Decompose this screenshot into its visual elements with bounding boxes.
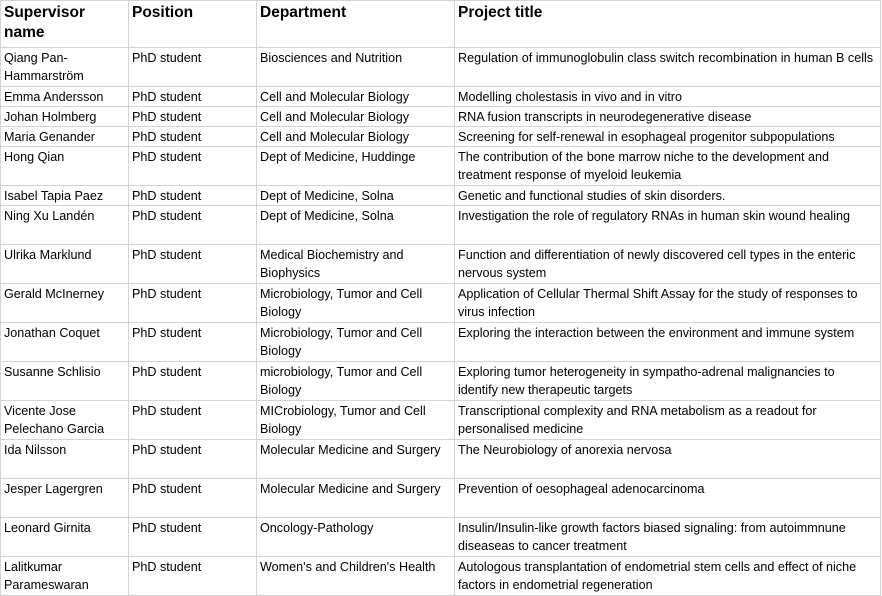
- cell-department[interactable]: Cell and Molecular Biology: [257, 107, 455, 127]
- table-row: [1, 127, 881, 147]
- header-project-title[interactable]: Project title: [455, 1, 881, 48]
- cell-supervisor-name[interactable]: Ida Nilsson: [1, 440, 129, 479]
- cell-project-title[interactable]: Modelling cholestasis in vivo and in vitro: [455, 87, 881, 107]
- cell-position[interactable]: PhD student: [129, 440, 257, 479]
- cell-position[interactable]: PhD student: [129, 323, 257, 362]
- cell-department[interactable]: Biosciences and Nutrition: [257, 48, 455, 87]
- table-row: [1, 518, 881, 557]
- cell-department[interactable]: Oncology-Pathology: [257, 518, 455, 557]
- cell-department[interactable]: Cell and Molecular Biology: [257, 87, 455, 107]
- cell-department[interactable]: Women's and Children's Health: [257, 557, 455, 596]
- cell-project-title[interactable]: Exploring tumor heterogeneity in sympatho-adrenal malignancies to identify new therapeutic targets: [455, 362, 881, 401]
- cell-department[interactable]: Dept of Medicine, Huddinge: [257, 147, 455, 186]
- cell-project-title[interactable]: Insulin/Insulin-like growth factors biased signaling: from autoimmnune diseaseas to cancer treatment: [455, 518, 881, 557]
- header-supervisor-name[interactable]: Supervisor name: [1, 1, 129, 48]
- table-row: [1, 147, 881, 186]
- cell-department[interactable]: Microbiology, Tumor and Cell Biology: [257, 323, 455, 362]
- table-row: [1, 401, 881, 440]
- cell-supervisor-name[interactable]: Jesper Lagergren: [1, 479, 129, 518]
- cell-supervisor-name[interactable]: Gerald McInerney: [1, 284, 129, 323]
- table-row: [1, 245, 881, 284]
- table-row: [1, 440, 881, 479]
- table-row: [1, 186, 881, 206]
- cell-position[interactable]: PhD student: [129, 284, 257, 323]
- cell-project-title[interactable]: Autologous transplantation of endometrial stem cells and effect of niche factors in endometrial regeneration: [455, 557, 881, 596]
- cell-position[interactable]: PhD student: [129, 87, 257, 107]
- header-department[interactable]: Department: [257, 1, 455, 48]
- cell-supervisor-name[interactable]: Vicente Jose Pelechano Garcia: [1, 401, 129, 440]
- cell-department[interactable]: microbiology, Tumor and Cell Biology: [257, 362, 455, 401]
- header-position[interactable]: Position: [129, 1, 257, 48]
- table-row: [1, 107, 881, 127]
- cell-position[interactable]: PhD student: [129, 479, 257, 518]
- cell-project-title[interactable]: RNA fusion transcripts in neurodegenerative disease: [455, 107, 881, 127]
- cell-department[interactable]: MICrobiology, Tumor and Cell Biology: [257, 401, 455, 440]
- cell-project-title[interactable]: Screening for self-renewal in esophageal progenitor subpopulations: [455, 127, 881, 147]
- cell-position[interactable]: PhD student: [129, 48, 257, 87]
- cell-supervisor-name[interactable]: Leonard Girnita: [1, 518, 129, 557]
- cell-project-title[interactable]: Regulation of immunoglobulin class switch recombination in human B cells: [455, 48, 881, 87]
- cell-supervisor-name[interactable]: Maria Genander: [1, 127, 129, 147]
- table-row: [1, 557, 881, 596]
- table-body: [1, 48, 881, 596]
- cell-supervisor-name[interactable]: Ning Xu Landén: [1, 206, 129, 245]
- cell-department[interactable]: Molecular Medicine and Surgery: [257, 479, 455, 518]
- cell-department[interactable]: Microbiology, Tumor and Cell Biology: [257, 284, 455, 323]
- cell-position[interactable]: PhD student: [129, 401, 257, 440]
- table-row: [1, 48, 881, 87]
- cell-project-title[interactable]: Application of Cellular Thermal Shift Assay for the study of responses to virus infection: [455, 284, 881, 323]
- cell-project-title[interactable]: Genetic and functional studies of skin disorders.: [455, 186, 881, 206]
- cell-position[interactable]: PhD student: [129, 245, 257, 284]
- header-row: [1, 1, 881, 48]
- table-row: [1, 87, 881, 107]
- cell-supervisor-name[interactable]: Isabel Tapia Paez: [1, 186, 129, 206]
- table-row: [1, 206, 881, 245]
- cell-department[interactable]: Dept of Medicine, Solna: [257, 206, 455, 245]
- cell-supervisor-name[interactable]: Johan Holmberg: [1, 107, 129, 127]
- cell-department[interactable]: Molecular Medicine and Surgery: [257, 440, 455, 479]
- table-row: [1, 284, 881, 323]
- cell-project-title[interactable]: Exploring the interaction between the environment and immune system: [455, 323, 881, 362]
- cell-position[interactable]: PhD student: [129, 557, 257, 596]
- cell-supervisor-name[interactable]: Qiang Pan-Hammarström: [1, 48, 129, 87]
- cell-project-title[interactable]: Transcriptional complexity and RNA metabolism as a readout for personalised medicine: [455, 401, 881, 440]
- cell-position[interactable]: PhD student: [129, 206, 257, 245]
- cell-supervisor-name[interactable]: Jonathan Coquet: [1, 323, 129, 362]
- cell-supervisor-name[interactable]: Lalitkumar Parameswaran: [1, 557, 129, 596]
- cell-position[interactable]: PhD student: [129, 186, 257, 206]
- cell-supervisor-name[interactable]: Emma Andersson: [1, 87, 129, 107]
- cell-supervisor-name[interactable]: Hong Qian: [1, 147, 129, 186]
- cell-position[interactable]: PhD student: [129, 362, 257, 401]
- cell-project-title[interactable]: Prevention of oesophageal adenocarcinoma: [455, 479, 881, 518]
- cell-position[interactable]: PhD student: [129, 127, 257, 147]
- cell-project-title[interactable]: Function and differentiation of newly discovered cell types in the enteric nervous system: [455, 245, 881, 284]
- cell-position[interactable]: PhD student: [129, 518, 257, 557]
- cell-position[interactable]: PhD student: [129, 107, 257, 127]
- cell-department[interactable]: Medical Biochemistry and Biophysics: [257, 245, 455, 284]
- table-row: [1, 323, 881, 362]
- table-row: [1, 362, 881, 401]
- cell-department[interactable]: Cell and Molecular Biology: [257, 127, 455, 147]
- cell-project-title[interactable]: The contribution of the bone marrow niche to the development and treatment response of myeloid leukemia: [455, 147, 881, 186]
- cell-supervisor-name[interactable]: Susanne Schlisio: [1, 362, 129, 401]
- cell-position[interactable]: PhD student: [129, 147, 257, 186]
- cell-department[interactable]: Dept of Medicine, Solna: [257, 186, 455, 206]
- cell-supervisor-name[interactable]: Ulrika Marklund: [1, 245, 129, 284]
- cell-project-title[interactable]: The Neurobiology of anorexia nervosa: [455, 440, 881, 479]
- cell-project-title[interactable]: Investigation the role of regulatory RNAs in human skin wound healing: [455, 206, 881, 245]
- table-row: [1, 479, 881, 518]
